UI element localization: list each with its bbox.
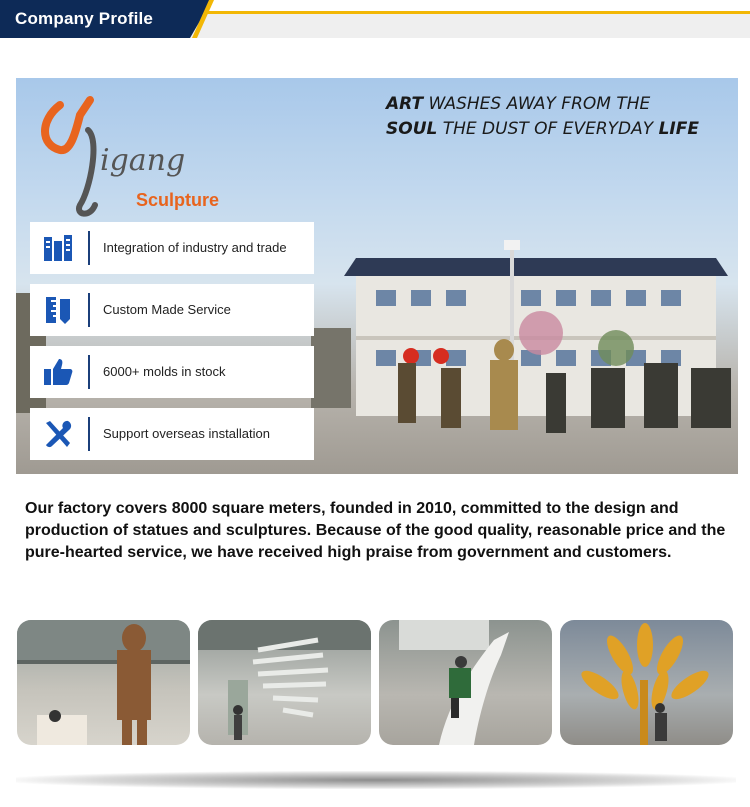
decorative-shadow (16, 771, 736, 789)
banner-slogan: ART WASHES AWAY FROM THE SOUL THE DUST OF EVERYDAY LIFE (386, 94, 699, 139)
svg-text:igang: igang (100, 143, 186, 178)
gallery-photo-steel-sculpture (198, 620, 371, 745)
feature-item-industry-trade (30, 222, 314, 274)
logo-subtitle: Sculpture (136, 190, 220, 210)
gallery-photo-statue-carving (17, 620, 190, 745)
feature-divider (88, 355, 90, 389)
feature-item-overseas-installation (30, 408, 314, 460)
feature-label: 6000+ molds in stock (103, 364, 226, 379)
gallery-photo-golden-wheat (560, 620, 733, 745)
company-banner (16, 78, 738, 474)
company-description: Our factory covers 8000 square meters, founded in 2010, committed to the design and production of statues and sculptures. Because of the good quality, reasonable price and the pure-hearted service, we have received high praise from government and customers. (25, 500, 726, 561)
page-title: Company Profile (15, 9, 154, 28)
gallery-photo-whale-sculpture (379, 620, 552, 745)
feature-item-custom-made (30, 284, 314, 336)
building-icon (42, 233, 74, 263)
feature-divider (88, 417, 90, 451)
ruler-icon (42, 295, 74, 325)
feature-item-molds-stock (30, 346, 314, 398)
yigang-logo (30, 90, 230, 220)
feature-label: Custom Made Service (103, 302, 231, 317)
feature-divider (88, 293, 90, 327)
tools-icon (42, 419, 74, 449)
feature-label: Integration of industry and trade (103, 240, 287, 255)
section-header (0, 0, 750, 38)
feature-label: Support overseas installation (103, 426, 270, 441)
feature-divider (88, 231, 90, 265)
thumbs-up-icon (42, 357, 74, 387)
header-accent-line (200, 11, 750, 14)
